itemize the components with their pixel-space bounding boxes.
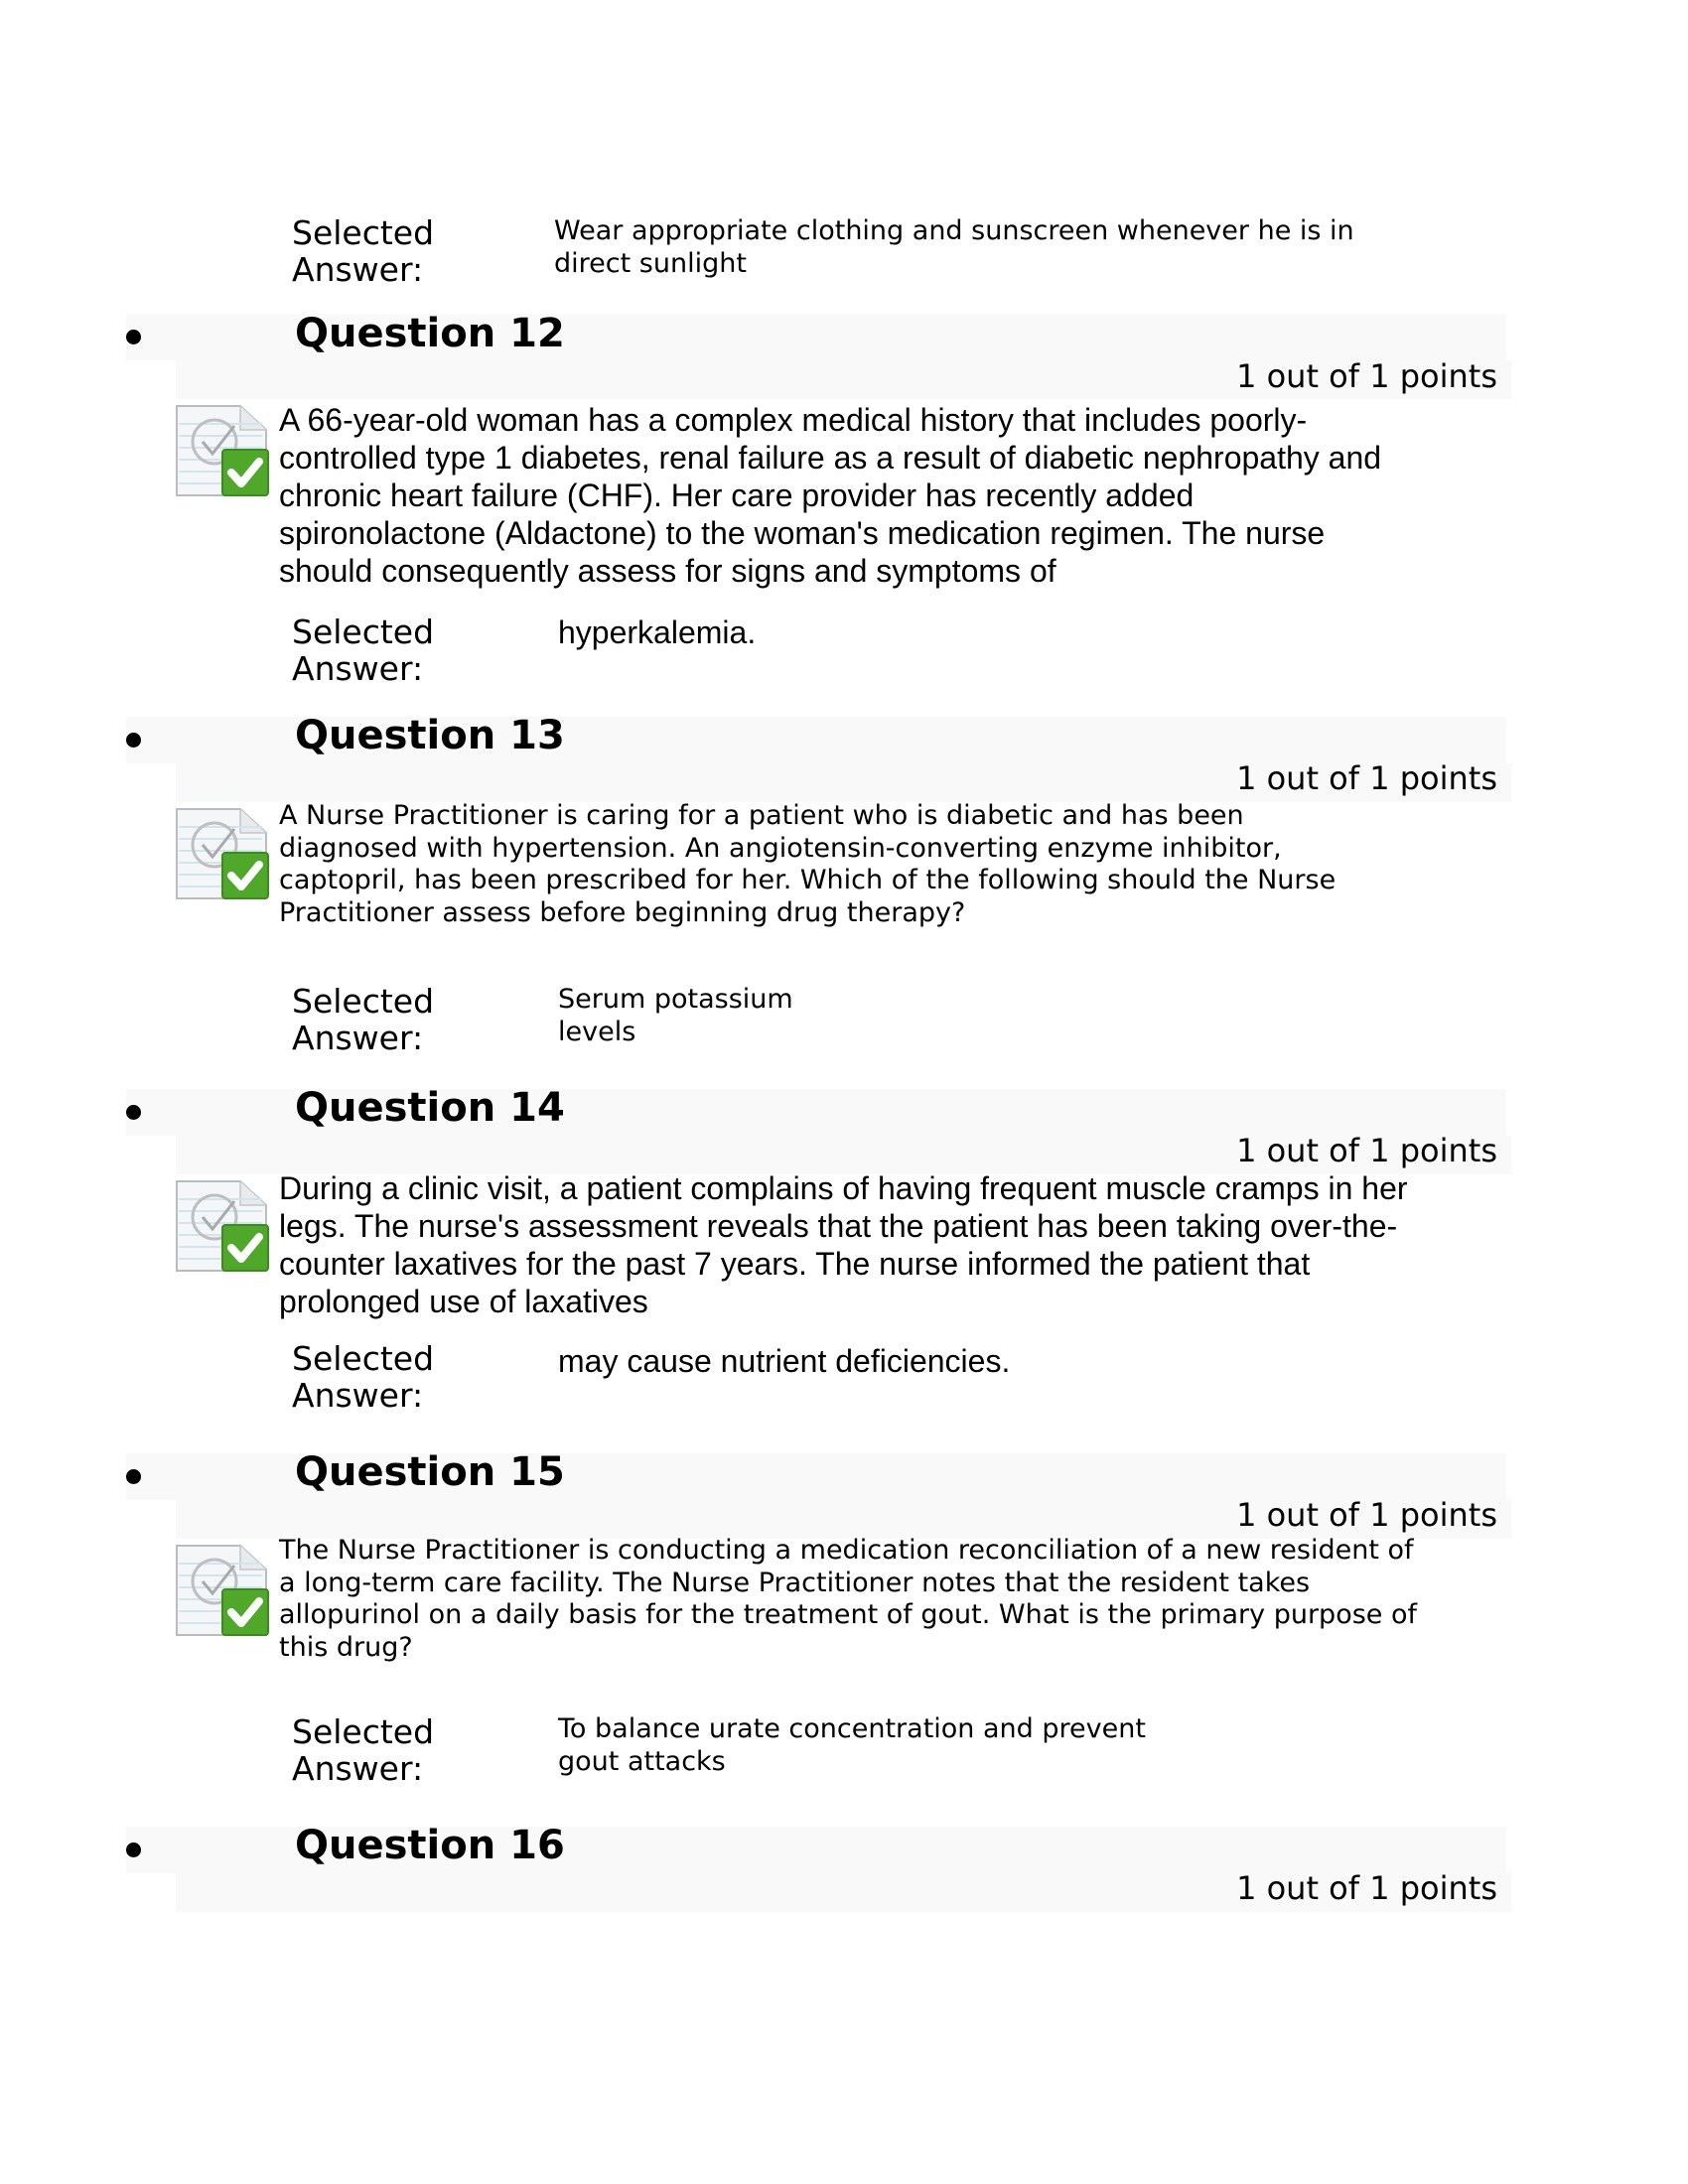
bullet-icon — [126, 733, 141, 748]
selected-answer-label — [292, 214, 491, 288]
selected-answer-label — [292, 983, 491, 1056]
selected-answer-text: Serum potassium levels — [558, 984, 793, 1047]
selected-label-line2: Answer: — [292, 1376, 424, 1415]
selected-answer-text: To balance urate concentration and prevent gout attacks — [558, 1713, 1146, 1777]
question-text: The Nurse Practitioner is conducting a medication reconciliation of a new resident of a long-term care facility. The Nurse Practitioner notes that the resident takes allopurinol on a daily basis for the treatment of gout. What is the primary purpose of this drug? — [279, 1535, 1417, 1663]
selected-answer-label — [292, 1713, 491, 1787]
question-points: 1 out of 1 points — [1236, 1132, 1497, 1169]
selected-label-line2: Answer: — [292, 1019, 424, 1057]
question-text: During a clinic visit, a patient complains of having frequent muscle cramps in her legs. The nurse's assessment reveals that the patient has been taking over-the-counter laxatives for the past 7 years. The nurse informed the patient that prolonged use of laxatives — [279, 1170, 1408, 1319]
selected-label-line1: Selected — [292, 1339, 435, 1378]
correct-answer-check-icon — [175, 1179, 270, 1273]
question-title: Question 16 — [295, 1823, 565, 1868]
selected-label-line1: Selected — [292, 982, 435, 1021]
selected-label-line1: Selected — [292, 613, 435, 651]
selected-label-line1: Selected — [292, 1712, 435, 1751]
bullet-icon — [126, 1843, 141, 1857]
selected-answer-text: may cause nutrient deficiencies. — [558, 1343, 1011, 1379]
selected-answer-text: hyperkalemia. — [558, 614, 757, 650]
bullet-icon — [126, 330, 141, 344]
question-title: Question 15 — [295, 1449, 565, 1495]
question-points: 1 out of 1 points — [1236, 1496, 1497, 1534]
selected-label-line1: Selected — [292, 213, 435, 252]
correct-answer-check-icon — [175, 1544, 270, 1637]
selected-label-line2: Answer: — [292, 250, 424, 289]
question-title: Question 14 — [295, 1085, 565, 1131]
correct-answer-check-icon — [175, 404, 270, 497]
question-text: A Nurse Practitioner is caring for a patient who is diabetic and has been diagnosed with hypertension. An angiotensin-converting enzyme inhibitor, captopril, has been prescribed for her. Which of the following should the Nurse Practitioner assess before beginning drug therapy? — [279, 800, 1336, 928]
question-points: 1 out of 1 points — [1236, 759, 1497, 797]
selected-answer-text: Wear appropriate clothing and sunscreen whenever he is in direct sunlight — [554, 215, 1354, 279]
selected-answer-label — [292, 1340, 491, 1414]
question-points: 1 out of 1 points — [1236, 357, 1497, 395]
selected-answer-label — [292, 614, 491, 687]
question-title: Question 12 — [295, 311, 565, 356]
bullet-icon — [126, 1469, 141, 1484]
question-points: 1 out of 1 points — [1236, 1869, 1497, 1907]
bullet-icon — [126, 1105, 141, 1120]
correct-answer-check-icon — [175, 807, 270, 900]
selected-label-line2: Answer: — [292, 1749, 424, 1788]
selected-label-line2: Answer: — [292, 649, 424, 688]
question-text: A 66-year-old woman has a complex medical history that includes poorly-controlled type 1 diabetes, renal failure as a result of diabetic nephropathy and chronic heart failure (CHF). Her care provider has recently added spironolactone (Aldactone) to the woman's medication regimen. The nurse should consequently assess for signs and symptoms of — [279, 402, 1382, 589]
question-title: Question 13 — [295, 713, 565, 758]
